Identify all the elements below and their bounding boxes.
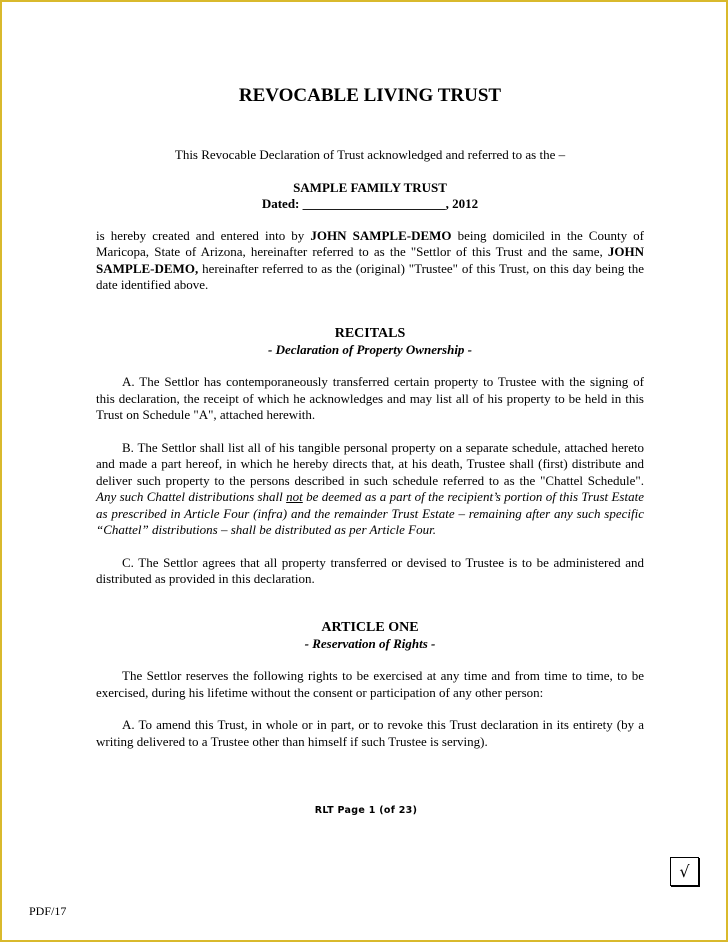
document-page	[96, 84, 644, 766]
recital-a: A. The Settlor has contemporaneously transferred certain property to Trustee with the signing of this declaration, the receipt of which he acknowledges and may list all of his property to be held in this Trust on Schedule "A", attached herewith.	[96, 374, 644, 422]
check-mark-box	[670, 857, 699, 886]
article-one-heading: ARTICLE ONE	[321, 619, 419, 635]
article-one-a: A. To amend this Trust, in whole or in part, or to revoke this Trust declaration in its entirety (by a writing delivered to a Trustee other than himself if such Trustee is serving).	[96, 717, 644, 749]
settlor-name: JOHN SAMPLE-DEMO	[310, 227, 452, 243]
pdf-page-label: PDF/17	[29, 904, 67, 918]
dated-year: , 2012	[445, 196, 479, 211]
article-one-intro: The Settlor reserves the following rights to be exercised at any time and from time to time, to be exercised, during his lifetime without the consent or participation of any other person:	[96, 668, 644, 700]
opening-text-1: is hereby created and entered into by	[96, 227, 311, 243]
trust-name: SAMPLE FAMILY TRUST	[293, 179, 447, 195]
document-title: REVOCABLE LIVING TRUST	[238, 85, 502, 106]
article-one-subheading: - Reservation of Rights -	[304, 635, 436, 651]
opening-paragraph	[96, 228, 644, 294]
trustee-name: JOHN SAMPLE-DEMO,	[96, 244, 644, 276]
dated-label: Dated:	[261, 196, 303, 211]
opening-text-2: being domiciled in the County of Maricopa, State of Arizona, hereinafter referred to as the "Settlor of this Trust and the same,	[96, 227, 644, 259]
recitals-heading: RECITALS	[334, 325, 406, 341]
recital-b-not: not	[286, 489, 303, 504]
opening-text-3: hereinafter referred to as the (original) "Trustee" of this Trust, on this day being the date identified above.	[96, 260, 644, 292]
dated-line	[96, 196, 644, 213]
recital-b	[96, 440, 644, 539]
recitals-subheading: - Declaration of Property Ownership -	[267, 341, 473, 357]
recital-b-italic-1: Any such Chattel distributions shall	[96, 489, 287, 504]
recital-c: C. The Settlor agrees that all property transferred or devised to Trustee is to be administered and distributed as provided in this declaration.	[96, 554, 644, 586]
check-mark-icon: √	[679, 862, 690, 881]
dated-blank: ______________________	[302, 196, 446, 211]
page-number-footer: RLT Page 1 (of 23)	[314, 805, 418, 816]
recital-b-italic-2: be deemed as a part of the recipient’s portion of this Trust Estate as prescribed in Article Four (infra) and the remainder Trust Estate – remaining after any such specific “Chattel” distributions – shall be distributed as per Article Four.	[96, 489, 644, 537]
recital-b-text: B. The Settlor shall list all of his tangible personal property on a separate schedule, attached hereto and made a part hereof, in which he hereby directs that, at his death, Trustee shall (first) distribute and deliver such property to the persons described in such schedule referred to as the "Chattel Schedule".	[96, 439, 644, 488]
intro-line: This Revocable Declaration of Trust acknowledged and referred to as the –	[174, 147, 566, 162]
